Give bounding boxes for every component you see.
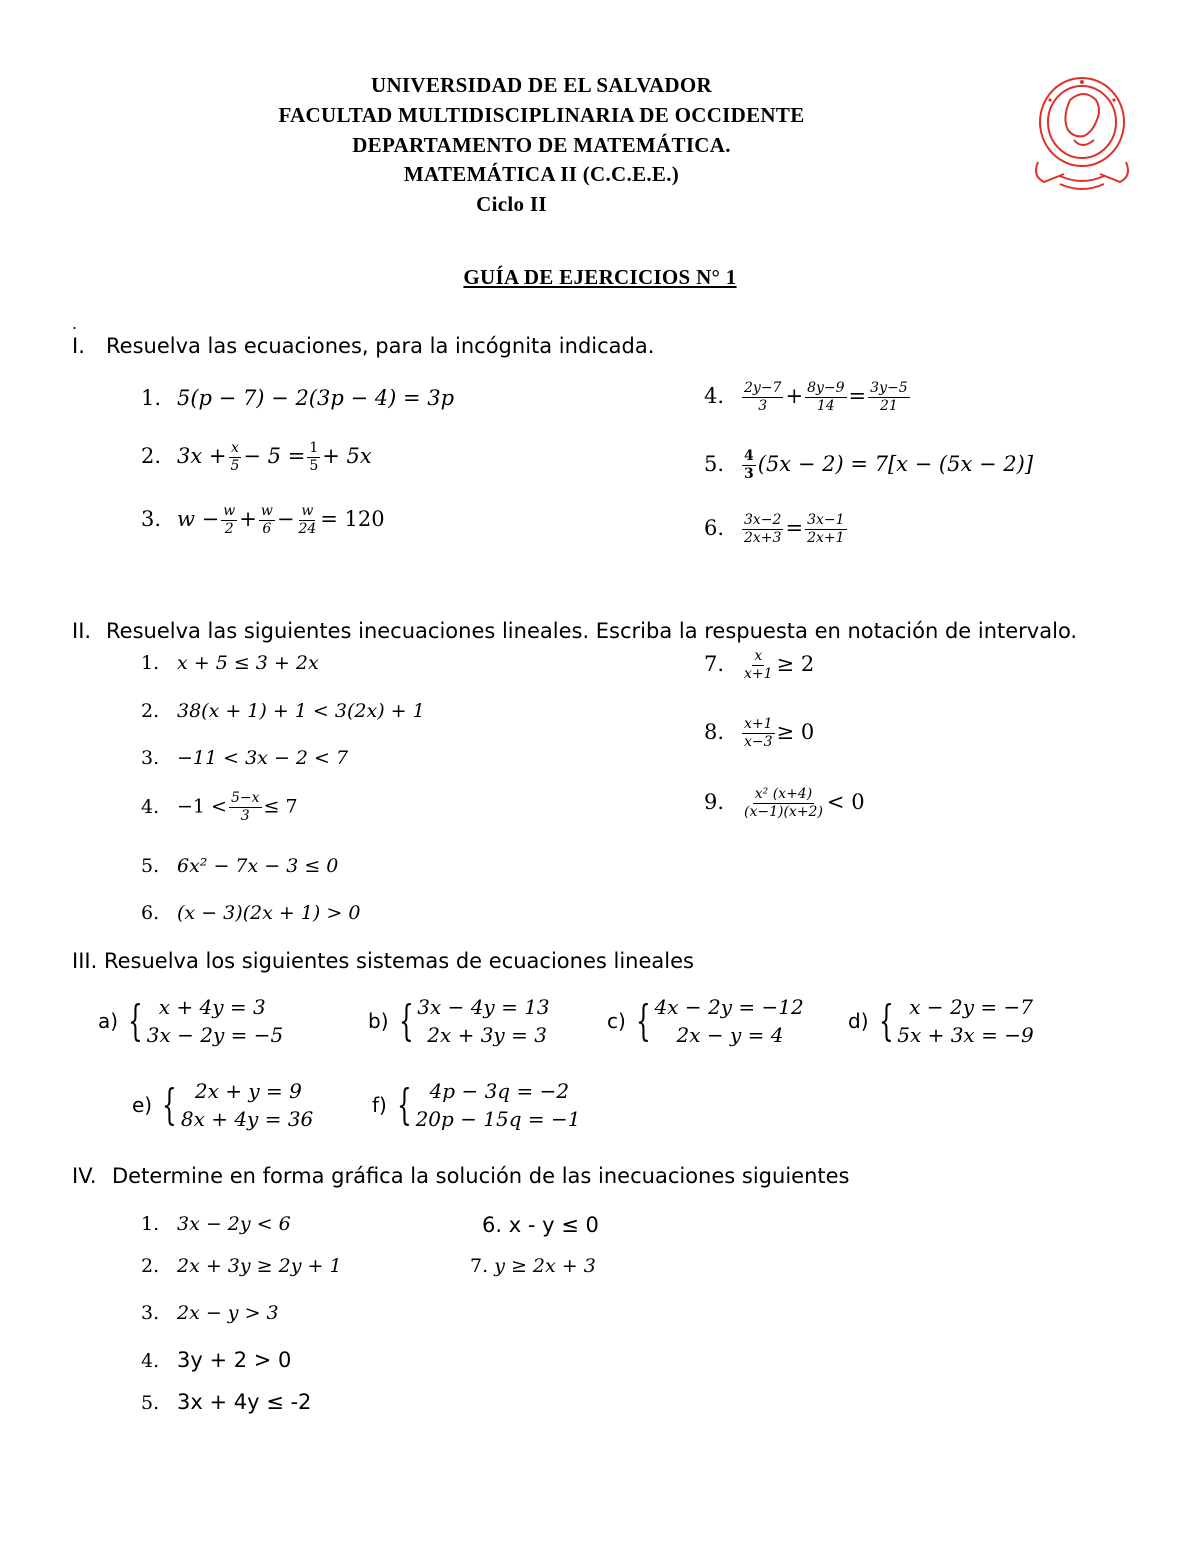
section-2-heading: II. Resuelva las siguientes inecuaciones lineales. Escriba la respuesta en notación de intervalo.: [72, 619, 1078, 643]
eq-1-2: 2. 3x + $\frac{x}{5}$ − 5 = $\frac{1}{5}$ + 5x: [141, 440, 372, 474]
guide-title: GUÍA DE EJERCICIOS N° 1: [463, 265, 737, 289]
header-course: MATEMÁTICA II (C.C.E.E.): [403, 162, 680, 186]
graph-ineq-2: 2. 2x + 3y ≥ 2y + 1: [141, 1255, 342, 1277]
graph-ineq-3: 3. 2x − y > 3: [141, 1302, 279, 1324]
graph-ineq-1: 1. 3x − 2y < 6: [141, 1213, 291, 1235]
ineq-2-3: 3. −11 < 3x − 2 < 7: [141, 747, 349, 769]
section-1-heading: I. Resuelva las ecuaciones, para la incógnita indicada.: [72, 334, 655, 358]
eq-1-3: 3. w − $\frac{w}{2}$ + $\frac{w}{6}$ − $\frac{w}{24}$ = 120: [141, 503, 385, 537]
system-b: b) { 3x − 4y = 13 2x + 3y = 3: [368, 995, 550, 1047]
stray-mark: .: [72, 314, 78, 333]
graph-ineq-4: 4. 3y + 2 > 0: [141, 1348, 292, 1372]
graph-ineq-5: 5. 3x + 4y ≤ -2: [141, 1390, 312, 1414]
eq-1-5: 5. $\frac{4}{3}$ (5x − 2) = 7[x − (5x − 2)]: [704, 448, 1034, 482]
ineq-2-5: 5. 6x² − 7x − 3 ≤ 0: [141, 855, 339, 877]
ineq-2-6: 6. (x − 3)(2x + 1) > 0: [141, 902, 361, 924]
system-d: d) { x − 2y = −7 5x + 3x = −9: [848, 995, 1034, 1047]
ineq-2-2: 2. 38(x + 1) + 1 < 3(2x) + 1: [141, 700, 425, 722]
eq-1-4: 4. $\frac{2y-7}{3}$ + $\frac{8y-9}{14}$ = $\frac{3y-5}{21}$: [704, 380, 908, 414]
system-e: e) { 2x + y = 9 8x + 4y = 36: [132, 1079, 314, 1131]
system-a: a) { x + 4y = 3 3x − 2y = −5: [98, 995, 284, 1047]
eq-1-6: 6. $\frac{3x-2}{2x+3}$ = $\frac{3x-1}{2x+1}$: [704, 512, 845, 546]
graph-ineq-7: 7. y ≥ 2x + 3: [470, 1255, 596, 1277]
ineq-2-7: 7. $\frac{x}{x+1}$ ≥ 2: [704, 648, 815, 682]
section-4-heading: IV. Determine en forma gráfica la solución de las inecuaciones siguientes: [72, 1164, 850, 1188]
header-faculty: FACULTAD MULTIDISCIPLINARIA DE OCCIDENTE: [278, 103, 805, 127]
section-3-heading: III. Resuelva los siguientes sistemas de ecuaciones lineales: [72, 949, 694, 973]
header-university: UNIVERSIDAD DE EL SALVADOR: [371, 73, 712, 97]
ineq-2-8: 8. $\frac{x+1}{x-3}$ ≥ 0: [704, 716, 815, 750]
system-f: f) { 4p − 3q = −2 20p − 15q = −1: [372, 1079, 581, 1131]
eq-1-1: 1. 5(p − 7) − 2(3p − 4) = 3p: [141, 386, 455, 410]
graph-ineq-6: 6. x - y ≤ 0: [482, 1213, 599, 1237]
ineq-2-9: 9. $\frac{\text{x² (x+4)}}{(x-1)(x+2)}$ < 0: [704, 786, 865, 820]
header-cycle: Ciclo II: [476, 192, 547, 216]
university-seal-icon: [1030, 70, 1134, 194]
ineq-2-1: 1. x + 5 ≤ 3 + 2x: [141, 652, 319, 674]
system-c: c) { 4x − 2y = −12 2x − y = 4: [607, 995, 804, 1047]
ineq-2-4: 4. −1 < $\frac{5-x}{3}$ ≤ 7: [141, 790, 298, 824]
header-department: DEPARTAMENTO DE MATEMÁTICA.: [352, 133, 731, 157]
